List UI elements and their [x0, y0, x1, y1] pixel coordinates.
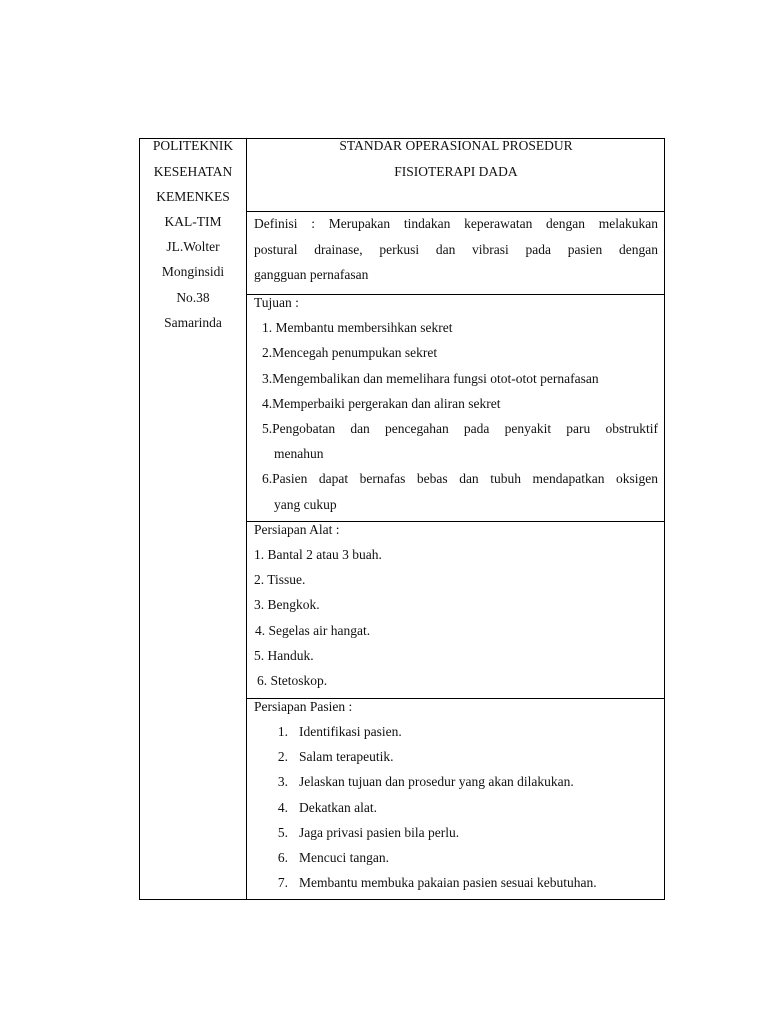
institution-line: KESEHATAN	[153, 164, 233, 179]
institution-line: JL.Wolter	[166, 239, 220, 254]
institution-line: KEMENKES	[156, 189, 230, 204]
document-subtitle: FISIOTERAPI DADA	[394, 164, 518, 179]
alat-item: 5. Handuk.	[254, 648, 314, 663]
row-divider-definisi	[246, 294, 665, 295]
definisi-line: gangguan pernafasan	[254, 267, 369, 282]
tujuan-item-continuation: yang cukup	[274, 497, 337, 512]
tujuan-item: 1. Membantu membersihkan sekret	[262, 320, 453, 335]
alat-item: 3. Bengkok.	[254, 597, 320, 612]
pasien-item: Mencuci tangan.	[299, 850, 389, 865]
tujuan-item: 3.Mengembalikan dan memelihara fungsi otot-otot pernafasan	[262, 371, 599, 386]
tujuan-item: 2.Mencegah penumpukan sekret	[262, 345, 438, 360]
pasien-item: Membantu membuka pakaian pasien sesuai kebutuhan.	[299, 875, 597, 890]
tujuan-item: 6.Pasien dapat bernafas bebas dan tubuh mendapatkan oksigen	[262, 471, 658, 486]
pasien-item: Dekatkan alat.	[299, 800, 377, 815]
institution-line: Monginsidi	[161, 264, 225, 279]
pasien-item: Salam terapeutik.	[299, 749, 394, 764]
tujuan-item: 4.Memperbaiki pergerakan dan aliran sekret	[262, 396, 501, 411]
pasien-item-number: 4.	[277, 800, 288, 815]
column-divider	[246, 138, 247, 900]
alat-heading: Persiapan Alat :	[254, 522, 340, 537]
pasien-item-number: 5.	[277, 825, 288, 840]
pasien-item-number: 2.	[277, 749, 288, 764]
pasien-heading: Persiapan Pasien :	[254, 699, 353, 714]
institution-line: No.38	[176, 290, 210, 305]
pasien-item-number: 6.	[277, 850, 288, 865]
tujuan-item: 5.Pengobatan dan pencegahan pada penyakit paru obstruktif	[262, 421, 658, 436]
pasien-item: Jaga privasi pasien bila perlu.	[299, 825, 460, 840]
tujuan-heading: Tujuan :	[254, 295, 299, 310]
alat-item: 4. Segelas air hangat.	[255, 623, 371, 638]
tujuan-item-continuation: menahun	[274, 446, 324, 461]
alat-item: 1. Bantal 2 atau 3 buah.	[254, 547, 382, 562]
pasien-item-number: 1.	[277, 724, 288, 739]
alat-item: 2. Tissue.	[254, 572, 306, 587]
alat-item: 6. Stetoskop.	[257, 673, 328, 688]
pasien-item: Jelaskan tujuan dan prosedur yang akan dilakukan.	[299, 774, 574, 789]
pasien-item: Identifikasi pasien.	[299, 724, 402, 739]
institution-line: Samarinda	[164, 315, 222, 330]
definisi-line: postural drainase, perkusi dan vibrasi pada pasien dengan	[254, 242, 658, 257]
institution-line: KAL-TIM	[164, 214, 222, 229]
document-title: STANDAR OPERASIONAL PROSEDUR	[339, 138, 573, 153]
pasien-item-number: 7.	[277, 875, 288, 890]
row-divider-header	[246, 211, 665, 212]
institution-line: POLITEKNIK	[152, 138, 234, 153]
definisi-line: Definisi : Merupakan tindakan keperawatan dengan melakukan	[254, 216, 658, 231]
pasien-item-number: 3.	[277, 774, 288, 789]
